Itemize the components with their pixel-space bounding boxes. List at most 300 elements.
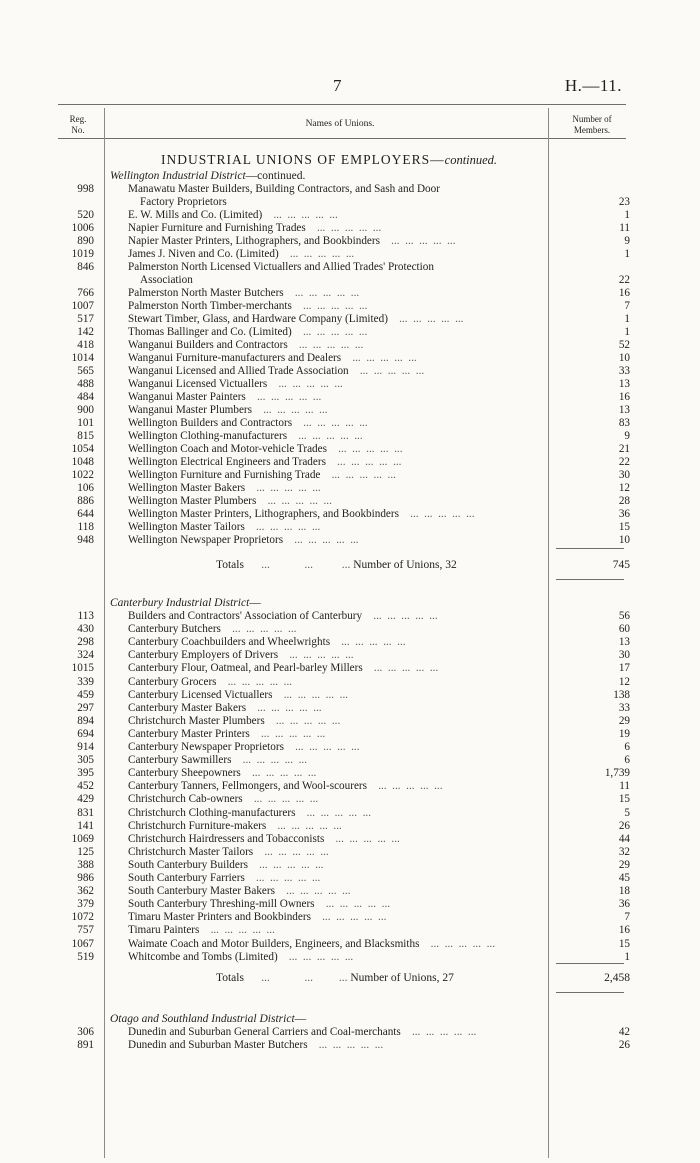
- union-name-text: Manawatu Master Builders, Building Contractors, and Sash and Door: [128, 183, 440, 195]
- union-name-text: Wanganui Master Painters: [128, 391, 246, 403]
- table-row: [0, 495, 700, 508]
- member-count: 1: [624, 326, 630, 338]
- table-row: [0, 482, 700, 495]
- table-row: [0, 365, 700, 378]
- union-name: Canterbury Sheepowners ... ... ... ... ...: [128, 767, 320, 780]
- table-row: [0, 951, 700, 964]
- member-count: 42: [618, 1026, 630, 1038]
- reg-number: 430: [77, 623, 94, 636]
- table-row: [0, 456, 700, 469]
- union-name-text: Wellington Electrical Engineers and Traders: [128, 456, 326, 468]
- union-name-text: Timaru Painters: [128, 924, 200, 937]
- section-title-text: INDUSTRIAL UNIONS OF EMPLOYERS—: [161, 152, 445, 167]
- member-count: 10: [618, 534, 630, 546]
- union-name-text: Canterbury Grocers: [128, 675, 217, 688]
- member-count: 10: [618, 352, 630, 364]
- member-count: 16: [618, 287, 630, 299]
- table-row: [0, 636, 700, 649]
- reg-number: 324: [77, 649, 94, 662]
- union-name-continuation: Factory Proprietors: [140, 196, 227, 208]
- reg-number: 986: [77, 872, 94, 884]
- union-name: Canterbury Flour, Oatmeal, and Pearl-barley Millers ... ... ... ... ...: [128, 662, 442, 675]
- union-name: Wellington Master Bakers ... ... ... ... ...: [128, 482, 324, 494]
- column-header-reg: [60, 114, 96, 136]
- table-row: [0, 339, 700, 352]
- reg-number: 846: [77, 261, 94, 273]
- member-count: 32: [618, 845, 630, 858]
- table-row: [0, 662, 700, 675]
- table-row: [0, 924, 700, 937]
- reg-number: 1054: [71, 443, 94, 455]
- table-row: [0, 649, 700, 662]
- table-row: [0, 352, 700, 365]
- reg-number: 1067: [71, 937, 94, 950]
- union-name-text: Christchurch Master Tailors: [128, 845, 254, 858]
- union-name: Canterbury Newspaper Proprietors ... ... ... ... ...: [128, 741, 363, 753]
- member-count: 52: [618, 339, 630, 351]
- union-name-text: Whitcombe and Tombs (Limited): [128, 950, 278, 963]
- reg-number: 305: [77, 754, 94, 767]
- union-name: James J. Niven and Co. (Limited) ... ... ... ... ...: [128, 248, 358, 260]
- wellington-total-bottom-rule: [556, 579, 624, 580]
- table-row: [0, 248, 700, 261]
- table-row: [0, 378, 700, 391]
- union-name-text: Wellington Clothing-manufacturers: [128, 430, 288, 442]
- table-row: [0, 326, 700, 339]
- union-name: Dunedin and Suburban Master Butchers ... ... ... ... ...: [128, 1039, 386, 1051]
- table-row: [0, 391, 700, 404]
- reg-number: 900: [77, 404, 94, 416]
- member-count: 36: [618, 898, 630, 911]
- member-count: 13: [618, 378, 630, 390]
- union-name: Wellington Builders and Contractors ... ... ... ... ...: [128, 417, 371, 429]
- member-count: 15: [618, 937, 630, 950]
- table-row: [0, 859, 700, 872]
- union-name-text: Builders and Contractors' Association of Canterbury: [128, 610, 363, 622]
- total-members: 745: [612, 559, 630, 571]
- wellington-totals-row: [0, 559, 700, 573]
- union-name: Christchurch Cab-owners ... ... ... ... ...: [128, 793, 321, 806]
- union-name: Canterbury Sawmillers ... ... ... ... ...: [128, 754, 310, 767]
- member-count: 44: [618, 832, 630, 845]
- district-suffix: —: [294, 1013, 307, 1025]
- union-name-text: Canterbury Tanners, Fellmongers, and Wool-scourers: [128, 780, 367, 793]
- column-header-members: [556, 114, 628, 136]
- table-row: [0, 754, 700, 767]
- table-row: [0, 833, 700, 846]
- union-name: Wellington Electrical Engineers and Traders ... ... ... ... ...: [128, 456, 405, 468]
- union-name: Wellington Master Printers, Lithographers, and Bookbinders ... ... ... ... ...: [128, 508, 478, 520]
- table-row: [0, 767, 700, 780]
- table-row: [0, 872, 700, 885]
- district-heading-otago: [110, 1013, 306, 1025]
- union-name-text: Timaru Master Printers and Bookbinders: [128, 911, 311, 924]
- union-name: South Canterbury Master Bakers ... ... ... ... ...: [128, 885, 354, 898]
- union-name-text: Wellington Coach and Motor-vehicle Trades: [128, 443, 327, 455]
- member-count: 16: [618, 391, 630, 403]
- reg-number: 831: [77, 806, 94, 819]
- union-name-text: South Canterbury Builders: [128, 858, 248, 871]
- member-count: 26: [618, 1039, 630, 1051]
- page-header: [0, 76, 700, 96]
- member-count: 36: [618, 508, 630, 520]
- table-row: [0, 235, 700, 248]
- table-row: [0, 728, 700, 741]
- table-row: [0, 846, 700, 859]
- union-name-text: Dunedin and Suburban Master Butchers: [128, 1039, 308, 1051]
- reg-number: 379: [77, 898, 94, 911]
- union-name-text: Waimate Coach and Motor Builders, Engineers, and Blacksmiths: [128, 937, 420, 950]
- reg-number: 1022: [71, 469, 94, 481]
- member-count: 21: [618, 443, 630, 455]
- table-row: [0, 1026, 700, 1039]
- union-name: Palmerston North Timber-merchants ... ... ... ... ...: [128, 300, 371, 312]
- reg-number: 1072: [71, 911, 94, 924]
- unions-count: Number of Unions, 32: [353, 559, 457, 571]
- union-name-text: Canterbury Butchers: [128, 623, 221, 636]
- union-name-text: South Canterbury Farriers: [128, 872, 245, 884]
- union-name: Wanganui Furniture-manufacturers and Dealers ... ... ... ... ...: [128, 352, 420, 364]
- member-count: 12: [618, 482, 630, 494]
- reg-number: 1007: [71, 300, 94, 312]
- reg-number: 388: [77, 858, 94, 871]
- union-name: E. W. Mills and Co. (Limited) ... ... ... ... ...: [128, 209, 341, 221]
- union-name-text: Christchurch Furniture-makers: [128, 819, 267, 832]
- union-name: Timaru Master Printers and Bookbinders ... ... ... ... ...: [128, 911, 390, 924]
- canterbury-sum-rule: [556, 963, 624, 964]
- reg-number: 339: [77, 675, 94, 688]
- table-row: [0, 898, 700, 911]
- totals-label: Totals ... ... ... Number of Unions, 32: [216, 559, 457, 571]
- reg-number: 142: [77, 326, 94, 338]
- member-count: 23: [618, 196, 630, 208]
- member-count: 9: [624, 430, 630, 442]
- union-name-text: Christchurch Master Plumbers: [128, 714, 265, 727]
- member-count: 12: [618, 675, 630, 688]
- table-row: [0, 807, 700, 820]
- table-row: [0, 623, 700, 636]
- member-count: 33: [618, 701, 630, 714]
- table-row: [0, 1039, 700, 1052]
- member-count: 29: [618, 714, 630, 727]
- reg-number: 757: [77, 924, 94, 937]
- union-name-text: Canterbury Sawmillers: [128, 754, 232, 767]
- union-name: Canterbury Master Bakers ... ... ... ... ...: [128, 701, 325, 714]
- member-count: 1: [624, 248, 630, 260]
- union-name-text: Wellington Master Tailors: [128, 521, 245, 533]
- member-count: 18: [618, 885, 630, 898]
- table-row: [0, 741, 700, 754]
- union-name-text: Wellington Master Printers, Lithographers, and Bookbinders: [128, 508, 399, 520]
- reg-number: 1006: [71, 222, 94, 234]
- member-count: 1: [624, 950, 630, 963]
- union-name-text: Wanganui Licensed Victuallers: [128, 378, 268, 390]
- column-header-reg-line1: Reg.: [69, 114, 87, 124]
- table-row: [0, 610, 700, 623]
- table-row: [0, 534, 700, 547]
- union-name-text: Wellington Master Plumbers: [128, 495, 257, 507]
- union-name: Wellington Master Plumbers ... ... ... ... ...: [128, 495, 335, 507]
- member-count: 5: [624, 806, 630, 819]
- reg-number: 459: [77, 688, 94, 701]
- member-count: 22: [618, 456, 630, 468]
- union-name-text: Canterbury Newspaper Proprietors: [128, 741, 284, 753]
- reg-number: 141: [77, 819, 94, 832]
- table-row: [0, 702, 700, 715]
- union-name: Timaru Painters ... ... ... ... ...: [128, 924, 278, 937]
- reg-number: 298: [77, 636, 94, 649]
- union-name: Canterbury Grocers ... ... ... ... ...: [128, 675, 295, 688]
- member-count: 29: [618, 858, 630, 871]
- union-name: Wanganui Master Plumbers ... ... ... ... ...: [128, 404, 331, 416]
- union-name: Canterbury Employers of Drivers ... ... ... ... ...: [128, 649, 357, 662]
- wellington-sum-rule: [556, 548, 624, 549]
- reg-number: 125: [77, 845, 94, 858]
- union-name-text: Wanganui Licensed and Allied Trade Association: [128, 365, 349, 377]
- page-number: 7: [333, 76, 342, 95]
- column-header-members-line1: Number of: [572, 114, 612, 124]
- header-bottom-rule: [58, 138, 626, 139]
- union-name: Christchurch Furniture-makers ... ... ... ... ...: [128, 819, 345, 832]
- table-row: [0, 469, 700, 482]
- union-name: Christchurch Clothing-manufacturers ... ... ... ... ...: [128, 806, 374, 819]
- table-row: [0, 417, 700, 430]
- member-count: 22: [618, 274, 630, 286]
- member-count: 11: [619, 780, 630, 793]
- reg-number: 517: [77, 313, 94, 325]
- reg-number: 306: [77, 1026, 94, 1038]
- union-name: Napier Master Printers, Lithographers, and Bookbinders ... ... ... ... ...: [128, 235, 459, 247]
- table-row: [0, 780, 700, 793]
- canterbury-total-bottom-rule: [556, 992, 624, 993]
- column-header-names: Names of Unions.: [305, 119, 375, 129]
- union-name: South Canterbury Builders ... ... ... ... ...: [128, 858, 327, 871]
- reg-number: 484: [77, 391, 94, 403]
- table-row: [0, 404, 700, 417]
- district-name: Canterbury Industrial District: [110, 597, 250, 609]
- reg-number: 1015: [71, 662, 94, 675]
- member-count: 7: [624, 300, 630, 312]
- union-name-text: Dunedin and Suburban General Carriers and Coal-merchants: [128, 1026, 401, 1038]
- union-name: South Canterbury Threshing-mill Owners ... ... ... ... ...: [128, 898, 393, 911]
- union-name-text: Christchurch Hairdressers and Tobacconists: [128, 832, 325, 845]
- union-name-text: E. W. Mills and Co. (Limited): [128, 209, 263, 221]
- member-count: 11: [619, 222, 630, 234]
- member-count: 16: [618, 924, 630, 937]
- union-name-text: Canterbury Licensed Victuallers: [128, 688, 273, 701]
- union-name-text: Wellington Builders and Contractors: [128, 417, 293, 429]
- table-row: [0, 443, 700, 456]
- member-count: 28: [618, 495, 630, 507]
- reg-number: 395: [77, 767, 94, 780]
- member-count: 26: [618, 819, 630, 832]
- reg-number: 362: [77, 885, 94, 898]
- reg-number: 891: [77, 1039, 94, 1051]
- union-name: Wellington Furniture and Furnishing Trade ... ... ... ... ...: [128, 469, 399, 481]
- union-name-text: Stewart Timber, Glass, and Hardware Company (Limited): [128, 313, 388, 325]
- member-count: 45: [618, 872, 630, 884]
- member-count: 15: [618, 793, 630, 806]
- reg-number: 886: [77, 495, 94, 507]
- union-name: Wanganui Licensed Victuallers ... ... ... ... ...: [128, 378, 346, 390]
- table-row: [0, 300, 700, 313]
- table-row: [0, 911, 700, 924]
- section-title: [161, 152, 497, 168]
- table-row: [0, 689, 700, 702]
- member-count: 30: [618, 469, 630, 481]
- union-name: Wellington Master Tailors ... ... ... ... ...: [128, 521, 324, 533]
- union-name: Canterbury Master Printers ... ... ... ... ...: [128, 727, 329, 740]
- canterbury-totals-row: [0, 972, 700, 986]
- table-row: [0, 209, 700, 222]
- column-header-members-line2: Members.: [573, 125, 611, 135]
- union-name-text: Wellington Master Bakers: [128, 482, 246, 494]
- member-count: 83: [618, 417, 630, 429]
- union-name-text: Canterbury Employers of Drivers: [128, 649, 279, 662]
- reg-number: 894: [77, 714, 94, 727]
- union-name-text: Palmerston North Master Butchers: [128, 287, 284, 299]
- union-name: [128, 261, 548, 274]
- union-name-text: Canterbury Sheepowners: [128, 767, 241, 780]
- table-row: [0, 715, 700, 728]
- union-name: Builders and Contractors' Association of Canterbury ... ... ... ... ...: [128, 610, 441, 622]
- union-name: Dunedin and Suburban General Carriers and Coal-merchants ... ... ... ... ...: [128, 1026, 480, 1038]
- reg-number: 118: [77, 521, 94, 533]
- union-name-text: Napier Furniture and Furnishing Trades: [128, 222, 306, 234]
- table-row: [0, 430, 700, 443]
- union-name: Christchurch Master Plumbers ... ... ... ... ...: [128, 714, 344, 727]
- reg-number: 766: [77, 287, 94, 299]
- reg-number: 429: [77, 793, 94, 806]
- union-name-continuation: Association: [140, 274, 193, 286]
- union-name-text: Christchurch Cab-owners: [128, 793, 243, 806]
- reg-number: 1014: [71, 352, 94, 364]
- union-name: Canterbury Butchers ... ... ... ... ...: [128, 623, 300, 636]
- union-name-text: South Canterbury Master Bakers: [128, 885, 275, 898]
- reg-number: 113: [77, 610, 94, 622]
- reg-number: 998: [77, 183, 94, 195]
- member-count: 13: [618, 636, 630, 649]
- union-name: Wellington Newspaper Proprietors ... ... ... ... ...: [128, 534, 362, 546]
- totals-label-text: Totals: [216, 972, 244, 984]
- reg-number: 644: [77, 508, 94, 520]
- union-name-text: Canterbury Master Bakers: [128, 701, 247, 714]
- member-count: 56: [618, 610, 630, 622]
- table-row: [0, 508, 700, 521]
- table-row: [0, 793, 700, 806]
- union-name-text: Napier Master Printers, Lithographers, and Bookbinders: [128, 235, 380, 247]
- union-name: Waimate Coach and Motor Builders, Engineers, and Blacksmiths ... ... ... ... ...: [128, 937, 498, 950]
- union-name: Wanganui Licensed and Allied Trade Association ... ... ... ... ...: [128, 365, 427, 377]
- union-name-text: Wanganui Furniture-manufacturers and Dealers: [128, 352, 342, 364]
- union-name-text: Canterbury Master Printers: [128, 727, 250, 740]
- union-name-text: Wellington Furniture and Furnishing Trade: [128, 469, 321, 481]
- union-name: Canterbury Licensed Victuallers ... ... ... ... ...: [128, 688, 351, 701]
- district-heading-canterbury: [110, 597, 261, 609]
- member-count: 1: [624, 313, 630, 325]
- union-name: Canterbury Tanners, Fellmongers, and Wool-scourers ... ... ... ... ...: [128, 780, 446, 793]
- table-row: [0, 938, 700, 951]
- reg-number: 452: [77, 780, 94, 793]
- union-name: Wellington Coach and Motor-vehicle Trades ... ... ... ... ...: [128, 443, 406, 455]
- district-name: Otago and Southland Industrial District: [110, 1013, 295, 1025]
- union-name-text: Thomas Ballinger and Co. (Limited): [128, 326, 292, 338]
- union-name: [128, 183, 548, 196]
- member-count: 15: [618, 521, 630, 533]
- union-name-text: Canterbury Coachbuilders and Wheelwrights: [128, 636, 331, 649]
- union-name: Stewart Timber, Glass, and Hardware Company (Limited) ... ... ... ... ...: [128, 313, 467, 325]
- section-title-continued: continued.: [444, 153, 498, 167]
- union-name-text: Wanganui Builders and Contractors: [128, 339, 288, 351]
- union-name-text: Wanganui Master Plumbers: [128, 404, 253, 416]
- union-name: Christchurch Master Tailors ... ... ... ... ...: [128, 845, 332, 858]
- union-name: Christchurch Hairdressers and Tobacconists ... ... ... ... ...: [128, 832, 403, 845]
- member-count: 30: [618, 649, 630, 662]
- document-reference: H.—11.: [564, 76, 622, 95]
- member-count: 60: [618, 623, 630, 636]
- member-count: 17: [618, 662, 630, 675]
- union-name-text: Canterbury Flour, Oatmeal, and Pearl-barley Millers: [128, 662, 363, 675]
- reg-number: 565: [77, 365, 94, 377]
- union-name: Palmerston North Master Butchers ... ... ... ... ...: [128, 287, 362, 299]
- table-row: [0, 287, 700, 300]
- member-count: 7: [624, 911, 630, 924]
- union-name: Wanganui Builders and Contractors ... ... ... ... ...: [128, 339, 367, 351]
- unions-count: Number of Unions, 27: [350, 972, 454, 984]
- reg-number: 1069: [71, 832, 94, 845]
- reg-number: 297: [77, 701, 94, 714]
- union-name-text: Wellington Newspaper Proprietors: [128, 534, 284, 546]
- member-count: 138: [613, 688, 630, 701]
- column-header-reg-line2: No.: [71, 125, 85, 135]
- member-count: 19: [618, 727, 630, 740]
- table-top-rule: [58, 104, 626, 105]
- table-row: [0, 820, 700, 833]
- table-row: [0, 885, 700, 898]
- member-count: 13: [618, 404, 630, 416]
- reg-number: 890: [77, 235, 94, 247]
- member-count: 6: [624, 741, 630, 753]
- union-name-text: South Canterbury Threshing-mill Owners: [128, 898, 315, 911]
- totals-label: Totals ... ... ... Number of Unions, 27: [216, 972, 454, 984]
- union-name-text: James J. Niven and Co. (Limited): [128, 248, 279, 260]
- reg-number: 694: [77, 727, 94, 740]
- union-name: Thomas Ballinger and Co. (Limited) ... ... ... ... ...: [128, 326, 371, 338]
- member-count: 9: [624, 235, 630, 247]
- district-suffix: —: [249, 597, 261, 609]
- union-name: Wellington Clothing-manufacturers ... ... ... ... ...: [128, 430, 366, 442]
- reg-number: 101: [77, 417, 94, 429]
- table-row: [0, 222, 700, 235]
- reg-number: 914: [77, 741, 94, 753]
- reg-number: 948: [77, 534, 94, 546]
- totals-label-text: Totals: [216, 559, 244, 571]
- reg-number: 519: [77, 950, 94, 963]
- total-members: 2,458: [604, 972, 630, 984]
- union-name-text: Christchurch Clothing-manufacturers: [128, 806, 296, 819]
- union-name-text: Palmerston North Licensed Victuallers and Allied Trades' Protection: [128, 261, 434, 273]
- reg-number: 488: [77, 378, 94, 390]
- district-name: Wellington Industrial District: [110, 170, 246, 182]
- union-name-text: Palmerston North Timber-merchants: [128, 300, 292, 312]
- table-row: [0, 521, 700, 534]
- reg-number: 1019: [71, 248, 94, 260]
- union-name: Whitcombe and Tombs (Limited) ... ... ... ... ...: [128, 950, 357, 963]
- reg-number: 815: [77, 430, 94, 442]
- member-count: 33: [618, 365, 630, 377]
- table-row: [0, 313, 700, 326]
- district-suffix: —continued.: [245, 170, 306, 182]
